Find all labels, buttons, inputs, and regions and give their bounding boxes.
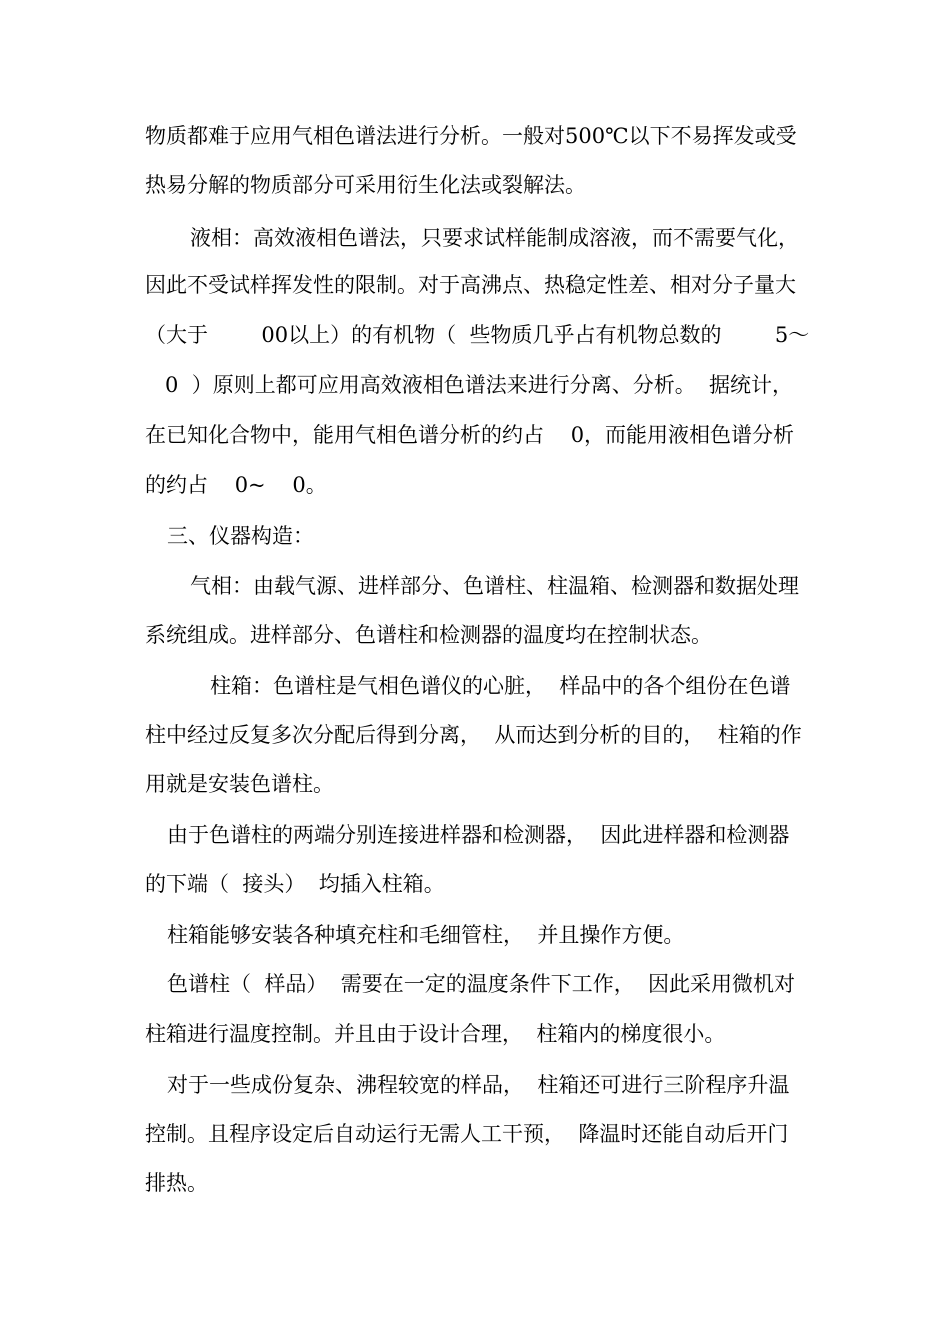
text-line-3: 液相：高效液相色谱法，只要求试样能制成溶液，而不需要气化， (190, 226, 799, 250)
text-line-19: 柱箱进行温度控制。并且由于设计合理， 柱箱内的梯度很小。 (145, 1022, 726, 1046)
text-line-5: （大于 00以上）的有机物（ 些物质几乎占有机物总数的 5～ (145, 323, 810, 347)
text-line-17: 柱箱能够安装各种填充柱和毛细管柱， 并且操作方便。 (167, 923, 685, 947)
text-line-18: 色谱柱（ 样品） 需要在一定的温度条件下工作， 因此采用微机对 (167, 972, 796, 996)
section-heading: 三、仪器构造： (167, 524, 314, 548)
text-line-21: 控制。且程序设定后自动运行无需人工干预， 降温时还能自动后开门 (145, 1122, 789, 1146)
text-line-11: 系统组成。进样部分、色谱柱和检测器的温度均在控制状态。 (145, 623, 712, 647)
text-line-22: 排热。 (145, 1171, 208, 1195)
text-line-7: 在已知化合物中，能用气相色谱分析的约占 0，而能用液相色谱分析 (145, 423, 795, 447)
text-line-10: 气相：由载气源、进样部分、色谱柱、柱温箱、检测器和数据处理 (190, 574, 799, 598)
text-line-14: 用就是安装色谱柱。 (145, 772, 334, 796)
text-line-1: 物质都难于应用气相色谱法进行分析。一般对500℃以下不易挥发或受 (145, 124, 797, 148)
text-line-4: 因此不受试样挥发性的限制。对于高沸点、热稳定性差、相对分子量大 (145, 273, 796, 297)
text-line-20: 对于一些成份复杂、沸程较宽的样品， 柱箱还可进行三阶程序升温 (167, 1073, 790, 1097)
text-line-13: 柱中经过反复多次分配后得到分离， 从而达到分析的目的， 柱箱的作 (145, 723, 802, 747)
text-line-6: 0 ）原则上都可应用高效液相色谱法来进行分离、分析。 据统计， (165, 373, 794, 397)
text-line-8: 的约占 0~ 0。 (145, 473, 327, 497)
text-line-15: 由于色谱柱的两端分别连接进样器和检测器， 因此进样器和检测器 (167, 823, 790, 847)
text-line-16: 的下端（ 接头） 均插入柱箱。 (145, 872, 445, 896)
text-line-12: 柱箱：色谱柱是气相色谱仪的心脏， 样品中的各个组份在色谱 (210, 674, 791, 698)
text-line-2: 热易分解的物质部分可采用衍生化法或裂解法。 (145, 173, 586, 197)
